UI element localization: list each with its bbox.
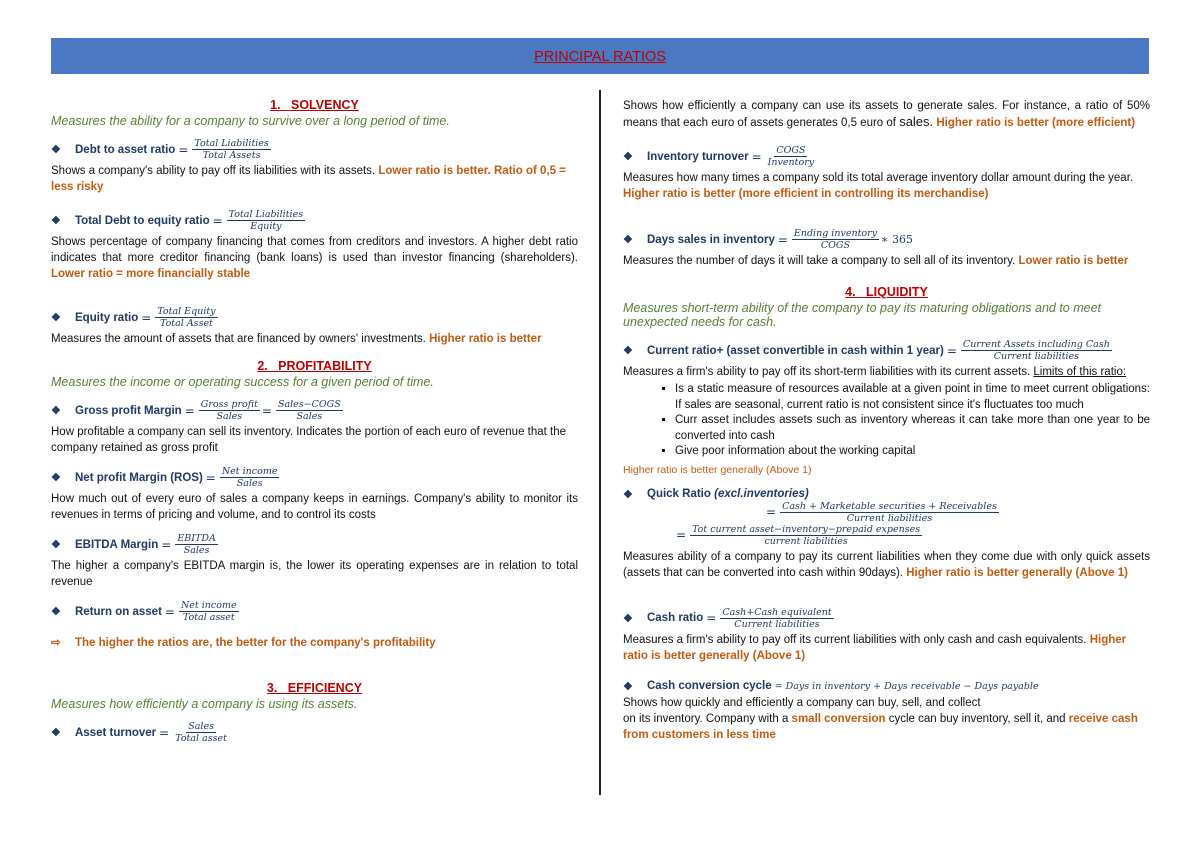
formula: = $\frac{\text{Total Liabilities}}{\text{Total Assets}}$ [178, 138, 269, 161]
diamond-bullet-icon: ❖ [51, 472, 61, 484]
profitability-subtitle: Measures the income or operating success for a given period of time. [51, 375, 434, 389]
formula: = $\frac{\text{Current Assets including Cash}}{\text{Current liabilities}}$ [946, 339, 1110, 362]
diamond-bullet-icon: ❖ [51, 144, 61, 156]
diamond-bullet-icon: ❖ [51, 539, 61, 551]
formula: = $\frac{\text{Ending inventory}}{\text{COGS}}$ ∗ 365 [777, 228, 913, 251]
solvency-heading: 1. SOLVENCY [270, 98, 359, 112]
column-divider [599, 90, 601, 795]
formula: = $\frac{\text{COGS}}{\text{Inventory}}$ [751, 145, 815, 168]
formula: = Days in inventory + Days receivable − Days payable [774, 680, 1039, 692]
cash-ratio: ❖ Cash ratio = $\frac{\text{Cash+Cash equivalent}}{\text{Current liabilities}}$ [623, 607, 1150, 630]
left-column [51, 96, 578, 744]
formula: = $\frac{\text{EBITDA}}{\text{Sales}}$ [161, 533, 216, 556]
diamond-bullet-icon: ❖ [51, 312, 61, 324]
diamond-bullet-icon: ❖ [51, 215, 61, 227]
liquidity-subtitle: Measures short-term ability of the company to pay its maturing obligations and to meet unexpected needs for cash. [623, 301, 1102, 329]
formula: = $\frac{\text{Net income}}{\text{Total asset}}$ [164, 600, 237, 623]
days-sales-ratio: ❖ Days sales in inventory = $\frac{\text{Ending inventory}}{\text{COGS}}$ ∗ 365 [623, 228, 913, 251]
cash-conversion-cycle: ❖ Cash conversion cycle = Days in inventory + Days receivable − Days payable [623, 680, 1039, 693]
arrow-right-icon: ⇨ [51, 637, 61, 649]
current-ratio-text: Measures a firm's ability to pay off its short-term liabilities with its current assets. Limits of this ratio: [623, 366, 1127, 378]
list-item: ▪ Is a static measure of resources available at a given point in time to meet current obligations: If sales are seasonal, current ratio is not consistent since it's fluctuates too much [675, 382, 1150, 413]
debt-to-asset-text: Shows a company's ability to pay off its liabilities with its assets. Lower ratio is better. Ratio of 0,5 = less risky [51, 165, 566, 193]
formula: = $\frac{\text{Net income}}{\text{Sales}}$ [205, 466, 278, 489]
formula: = $\frac{\text{Sales}}{\text{Total asset}}$ [159, 721, 227, 744]
asset-turnover-ratio: ❖ Asset turnover = $\frac{\text{Sales}}{\text{Total asset}}$ [51, 721, 578, 744]
formula: = $\frac{\text{Total Equity}}{\text{Total Asset}}$ [141, 306, 216, 329]
quick-ratio-text: Measures ability of a company to pay its current liabilities when they come due with only quick assets (assets that can be converted into cash within 90days). Higher ratio is better generally (Above 1) [623, 550, 1150, 579]
gross-margin-ratio: ❖ Gross profit Margin = $\frac{\text{Gross profit}}{\text{Sales}}$ = $\frac{\text{Sales−COGS}}{\text{Sales}}$ [51, 399, 578, 422]
equity-ratio: ❖ Equity ratio = $\frac{\text{Total Equity}}{\text{Total Asset}}$ [51, 306, 578, 329]
efficiency-subtitle: Measures how efficiently a company is using its assets. [51, 697, 358, 711]
equity-ratio-text: Measures the amount of assets that are financed by owners' investments. Higher ratio is better [51, 333, 542, 345]
profitability-conclusion: ⇨ The higher the ratios are, the better for the company's profitability [51, 637, 436, 649]
liquidity-heading: 4. LIQUIDITY [845, 285, 928, 299]
ebitda-ratio: ❖ EBITDA Margin = $\frac{\text{EBITDA}}{\text{Sales}}$ [51, 533, 578, 556]
roa-ratio: ❖ Return on asset = $\frac{\text{Net income}}{\text{Total asset}}$ [51, 600, 578, 623]
diamond-bullet-icon: ❖ [623, 345, 633, 357]
list-item: ▪ Curr asset includes assets such as inventory whereas it can take more than one year to be converted into cash [675, 413, 1150, 444]
ccc-text-2: on its inventory. Company with a small conversion cycle can buy inventory, sell it, and receive cash from customers in less time [623, 712, 1138, 741]
debt-to-equity-ratio: ❖ Total Debt to equity ratio = $\frac{\text{Total Liabilities}}{\text{Equity}}$ [51, 209, 578, 232]
formula: = $\frac{\text{Total Liabilities}}{\text{Equity}}$ [212, 209, 304, 232]
right-column [623, 96, 1150, 743]
gross-margin-text: How profitable a company can sell its inventory. Indicates the portion of each euro of revenue that the company retained as gross profit [51, 426, 567, 454]
cash-ratio-text: Measures a firm's ability to pay off its current liabilities with only cash and cash equivalents. Higher ratio is better generally (Above 1) [623, 633, 1127, 662]
diamond-bullet-icon: ❖ [623, 234, 633, 246]
ebitda-text: The higher a company's EBITDA margin is, the lower its operating expenses are in relation to total revenue [51, 560, 578, 588]
efficiency-heading: 3. EFFICIENCY [266, 681, 363, 695]
formula: = $\frac{\text{Gross profit}}{\text{Sales}}$ = $\frac{\text{Sales−COGS}}{\text{Sales}}$ [184, 399, 341, 422]
page-title: PRINCIPAL RATIOS [51, 38, 1149, 74]
inventory-turnover-ratio: ❖ Inventory turnover = $\frac{\text{COGS}}{\text{Inventory}}$ [623, 145, 1150, 168]
limits-list [623, 382, 1150, 460]
diamond-bullet-icon: ❖ [623, 612, 633, 625]
list-item: ▪ Give poor information about the working capital [675, 444, 1150, 460]
diamond-bullet-icon: ❖ [623, 488, 633, 501]
days-sales-text: Measures the number of days it will take a company to sell all of its inventory. Lower ratio is better [623, 255, 1129, 267]
profitability-heading: 2. PROFITABILITY [257, 359, 372, 373]
quick-ratio-formula-alt: = $\frac{\text{Tot current asset−inventory−prepaid expenses}}{\text{current liabilities}}$ [676, 523, 921, 547]
net-margin-text: How much out of every euro of sales a company keeps in earnings. Company's ability to monitor its revenues in terms of pricing and volume, and to control its costs [51, 493, 578, 521]
quick-ratio-formula: = $\frac{\text{Cash + Marketable securities + Receivables}}{\text{Current liabilities}}$ [766, 500, 997, 524]
diamond-bullet-icon: ❖ [51, 606, 61, 618]
debt-to-equity-text: Shows percentage of company financing that comes from creditors and investors. A higher debt ratio indicates that more creditor financing (bank loans) is used than investor financing (shareholders). Lower ratio = more financially stable [51, 236, 578, 280]
diamond-bullet-icon: ❖ [51, 405, 61, 417]
solvency-subtitle: Measures the ability for a company to survive over a long period of time. [51, 114, 450, 128]
diamond-bullet-icon: ❖ [623, 151, 633, 163]
diamond-bullet-icon: ❖ [51, 727, 61, 739]
asset-turnover-text: Shows how efficiently a company can use its assets to generate sales. For instance, a ratio of 50% means that each euro of assets generates 0,5 euro of sales. Higher ratio is better (more efficient) [623, 100, 1150, 129]
formula: = $\frac{\text{Cash+Cash equivalent}}{\text{Current liabilities}}$ [706, 606, 832, 630]
quick-ratio: ❖ Quick Ratio (excl.inventories) [623, 488, 809, 501]
current-ratio-note: Higher ratio is better generally (Above 1) [623, 463, 812, 476]
diamond-bullet-icon: ❖ [623, 680, 633, 693]
debt-to-asset-ratio: ❖ Debt to asset ratio = $\frac{\text{Total Liabilities}}{\text{Total Assets}}$ [51, 138, 578, 161]
current-ratio: ❖ Current ratio+ (asset convertible in cash within 1 year) = $\frac{\text{Current Assets including Cash}}{\text{Current liabilities}}$ [623, 339, 1150, 362]
net-margin-ratio: ❖ Net profit Margin (ROS) = $\frac{\text{Net income}}{\text{Sales}}$ [51, 466, 578, 489]
inventory-turnover-text: Measures how many times a company sold its total average inventory dollar amount during the year. Higher ratio is better (more efficient in controlling its merchandise) [623, 172, 1134, 200]
ccc-text-1: Shows how quickly and efficiently a company can buy, sell, and collect [623, 696, 981, 709]
